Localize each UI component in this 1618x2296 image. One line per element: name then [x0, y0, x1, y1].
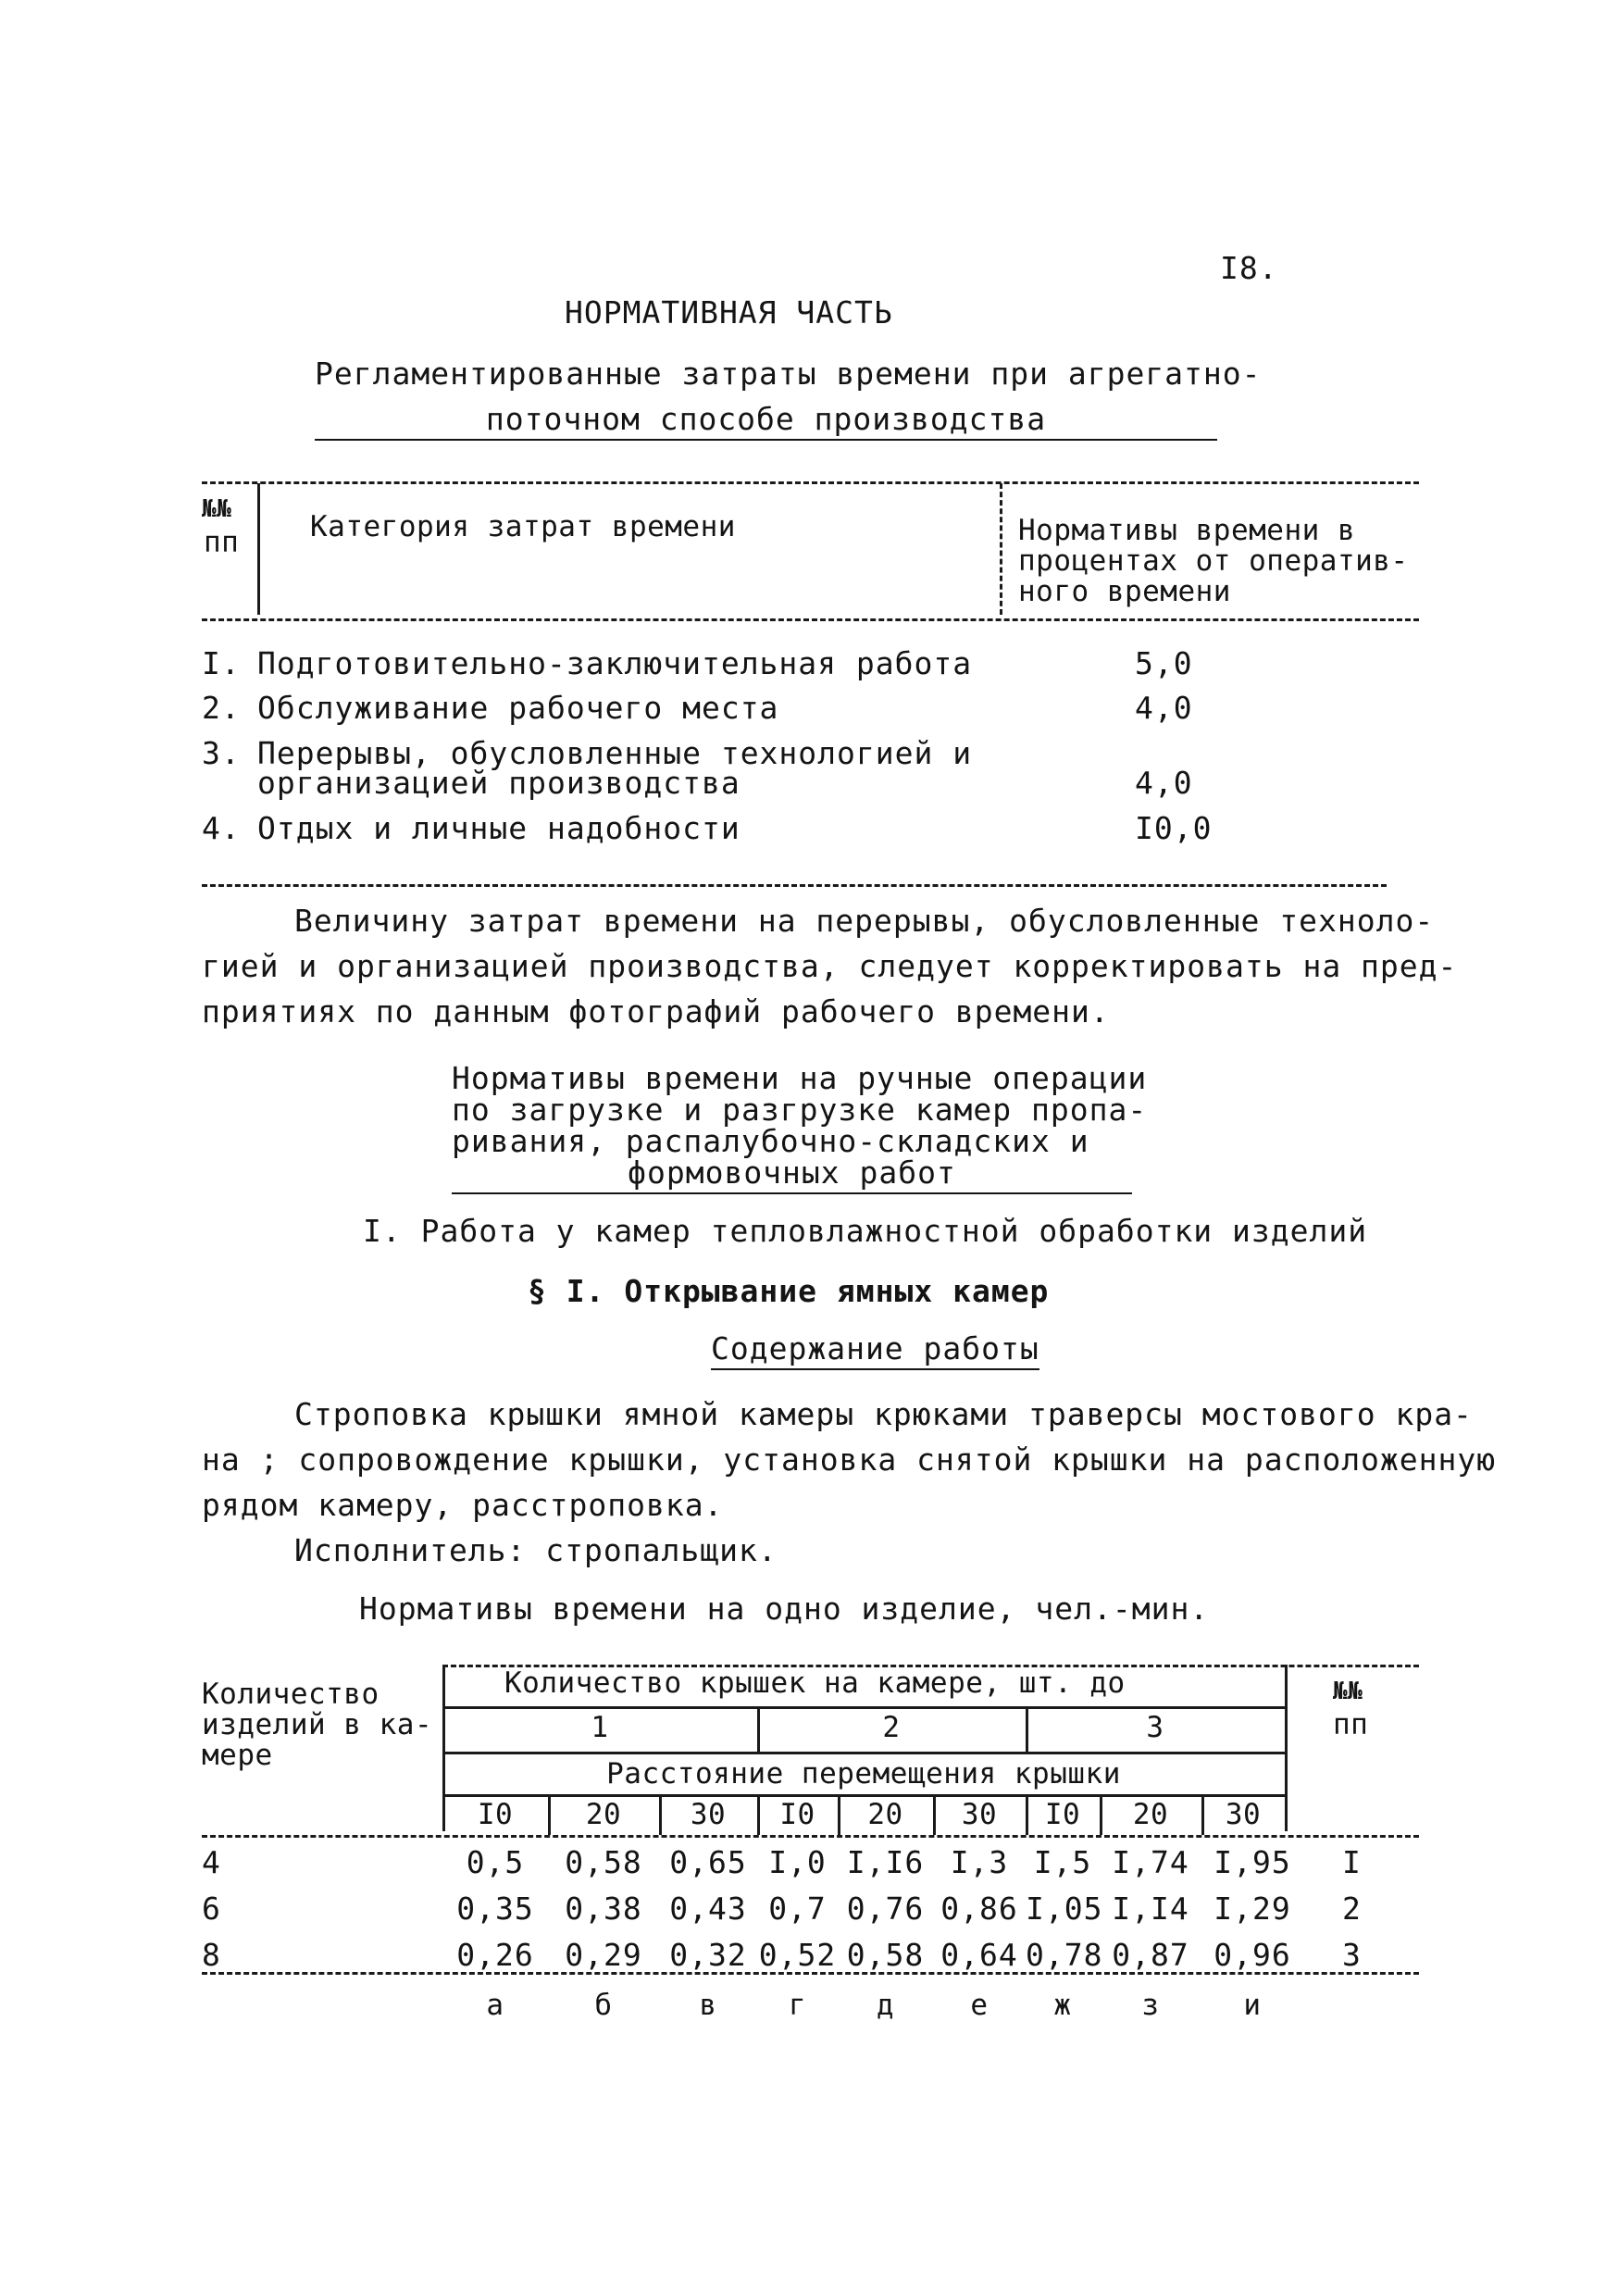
page-number: I8.: [1220, 250, 1278, 286]
table2-row-num: 2: [1342, 1890, 1362, 1927]
table2-subheader-rule: [442, 1794, 1285, 1797]
table1-divider-2: [1000, 483, 1002, 615]
table2-cell: 0,58: [846, 1937, 925, 1973]
table2-group-rule: [442, 1706, 1285, 1709]
note-line-3: приятиях по данным фотографий рабочего времени.: [202, 993, 1110, 1029]
table1-row-value: 5,0: [1135, 645, 1193, 681]
table2-cell: I,3: [950, 1844, 1009, 1880]
subtitle-line-1: Регламентированные затраты времени при агрегатно-: [315, 356, 1262, 392]
table1-row-num: 2.: [202, 690, 241, 726]
table2-col-letter: з: [1141, 1989, 1160, 2022]
table2-distance: 20: [1132, 1798, 1169, 1831]
note-line-2: гией и организацией производства, следует корректировать на пред-: [202, 948, 1458, 984]
table1-row-text: Отдых и личные надобности: [257, 810, 741, 846]
table2-right-divider: [1285, 1665, 1288, 1831]
table2-col-letter: в: [699, 1989, 717, 2022]
table2-distance: I0: [779, 1798, 815, 1831]
table2-distance: I0: [477, 1798, 514, 1831]
table2-col-letter: а: [486, 1989, 504, 2022]
note-line-1: Величину затрат времени на перерывы, обусловленные техноло-: [294, 903, 1435, 939]
table2-cell: 0,76: [846, 1890, 925, 1927]
table2-col-letter: и: [1243, 1989, 1262, 2022]
table2-left-header-3: мере: [202, 1739, 273, 1772]
table2-cell: 0,52: [758, 1937, 837, 1973]
table2-cell: 0,26: [456, 1937, 534, 1973]
table2-row-num: 3: [1342, 1937, 1362, 1973]
table1-row-text: Перерывы, обусловленные технологией и: [257, 735, 973, 771]
table2-cell: 0,87: [1112, 1937, 1189, 1973]
work-line-3: рядом камеру, расстроповка.: [202, 1487, 724, 1523]
table1-col-norm-1: Нормативы времени в: [1018, 514, 1356, 547]
table2-group-label: 1: [591, 1711, 609, 1744]
table2-cell: 0,43: [669, 1890, 747, 1927]
table2-cell: I,29: [1214, 1890, 1291, 1927]
table1-col-category: Категория затрат времени: [310, 510, 736, 543]
table2-cell: 0,38: [565, 1890, 642, 1927]
chapter-heading: I. Работа у камер тепловлажностной обработки изделий: [363, 1213, 1368, 1249]
table2-row-num: I: [1342, 1844, 1362, 1880]
table2-right-header-1: №№: [1333, 1678, 1363, 1705]
table2-distance: 30: [1225, 1798, 1262, 1831]
norms-caption: Нормативы времени на одно изделие, чел.-мин.: [359, 1591, 1210, 1627]
table2-cell: 0,32: [669, 1937, 747, 1973]
table2-right-header-2: пп: [1333, 1708, 1369, 1741]
table1-row-num: 3.: [202, 735, 241, 771]
table2-cell: 0,65: [669, 1844, 747, 1880]
table2-row-qty: 6: [202, 1890, 221, 1927]
table1-row-text-continued: организацией производства: [257, 765, 741, 801]
table2-group-label: 2: [882, 1711, 901, 1744]
table2-left-header-1: Количество: [202, 1678, 380, 1711]
heading2-line-3: ривания, распалубочно-складских и: [452, 1123, 1089, 1159]
table2-distance: I0: [1044, 1798, 1081, 1831]
table2-col-letter: б: [594, 1989, 613, 2022]
table2-col-letter: д: [876, 1989, 895, 2022]
table1-header-rule: [202, 618, 1419, 621]
table1-col-num-1: №№: [202, 495, 232, 523]
table2-col-letter: г: [788, 1989, 807, 2022]
table1-bottom-rule: [202, 884, 1387, 887]
table1-col-norm-3: ного времени: [1018, 575, 1231, 608]
paragraph-heading: § I. Открывание ямных камер: [528, 1273, 1050, 1309]
table1-col-norm-2: процентах от оператив-: [1018, 544, 1409, 578]
table2-cell: I,I6: [846, 1844, 925, 1880]
table2-distance-header: Расстояние перемещения крышки: [606, 1757, 1121, 1791]
table1-divider-1: [257, 483, 260, 615]
subtitle-line-2: поточном способе производства: [315, 401, 1217, 441]
table2-cell: 0,58: [565, 1844, 642, 1880]
table2-cell: 0,64: [940, 1937, 1018, 1973]
table2-top-header: Количество крышек на камере, шт. до: [504, 1666, 1126, 1700]
table2-cell: I,5: [1033, 1844, 1092, 1880]
heading2-line-4: формовочных работ: [452, 1154, 1132, 1194]
work-line-2: на ; сопровождение крышки, установка снятой крышки на расположенную: [202, 1441, 1497, 1478]
work-line-1: Строповка крышки ямной камеры крюками траверсы мостового кра-: [294, 1396, 1473, 1432]
table2-distance: 20: [867, 1798, 903, 1831]
table2-cell: I,I4: [1112, 1890, 1189, 1927]
table2-cell: 0,7: [768, 1890, 827, 1927]
table2-col-letter: ж: [1053, 1989, 1072, 2022]
table1-row-text: Подготовительно-заключительная работа: [257, 645, 973, 681]
table2-cell: 0,78: [1026, 1937, 1103, 1973]
table2-distance: 20: [585, 1798, 622, 1831]
heading2-line-1: Нормативы времени на ручные операции: [452, 1060, 1148, 1096]
table2-header-bottom-rule: [202, 1835, 1419, 1838]
table2-distance-rule: [442, 1752, 1285, 1754]
table1-row-value: 4,0: [1135, 690, 1193, 726]
table1-row-num: 4.: [202, 810, 241, 846]
table1-row-value: 4,0: [1135, 765, 1193, 801]
table2-cell: 0,86: [940, 1890, 1018, 1927]
table2-cell: I,95: [1214, 1844, 1291, 1880]
work-content-title: Содержание работы: [711, 1330, 1039, 1370]
table2-cell: I,05: [1026, 1890, 1103, 1927]
table2-cell: 0,35: [456, 1890, 534, 1927]
table1-top-rule: [202, 481, 1419, 484]
table2-cell: I,0: [768, 1844, 827, 1880]
table1-col-num-2: пп: [204, 526, 240, 559]
table2-cell: 0,96: [1214, 1937, 1291, 1973]
table1-row-num: I.: [202, 645, 241, 681]
table2-distance: 30: [961, 1798, 998, 1831]
table2-col-letter: е: [970, 1989, 989, 2022]
table2-cell: 0,29: [565, 1937, 642, 1973]
table1-row-value: I0,0: [1135, 810, 1213, 846]
table2-cell: 0,5: [466, 1844, 525, 1880]
section-title: НОРМАТИВНАЯ ЧАСТЬ: [565, 294, 893, 331]
table2-distance: 30: [690, 1798, 727, 1831]
table2-left-header-2: изделий в ка-: [202, 1708, 433, 1741]
heading2-line-2: по загрузке и разгрузке камер пропа-: [452, 1092, 1148, 1128]
table2-row-qty: 4: [202, 1844, 221, 1880]
performer: Исполнитель: стропальщик.: [294, 1532, 778, 1568]
table2-row-qty: 8: [202, 1937, 221, 1973]
table2-group-label: 3: [1146, 1711, 1164, 1744]
table1-row-text: Обслуживание рабочего места: [257, 690, 779, 726]
table2-cell: I,74: [1112, 1844, 1189, 1880]
